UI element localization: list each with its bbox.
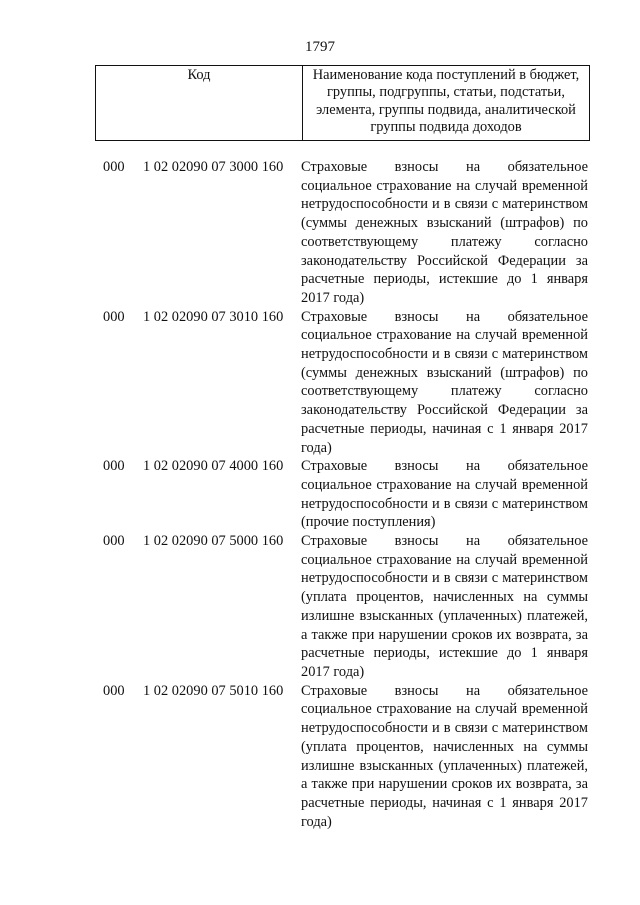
revenue-code: 1 02 02090 07 5010 160: [143, 682, 284, 699]
revenue-code: 1 02 02090 07 3000 160: [143, 159, 284, 175]
revenue-name: Страховые взносы на обязательное социальное страхование на случай временной нетрудоспособности и в связи с материнством (уплата процентов, начисленных на суммы излишне взысканных (уплаченных) платежей, а также при нарушении сроков их возврата, за расчетные периоды, начиная с 1 января 2017 года): [301, 682, 588, 830]
revenue-code: 1 02 02090 07 5000 160: [143, 533, 284, 550]
admin-code: 000: [103, 159, 125, 175]
revenue-name: Страховые взносы на обязательное социальное страхование на случай временной нетрудоспособности и в связи с материнством (уплата процентов, начисленных на суммы излишне взысканных (уплаченных) платежей, а также при нарушении сроков их возврата, за расчетные периоды, истекшие до 1 января 2017 года): [301, 533, 588, 680]
list-item: [0, 308, 640, 458]
page-number: 1797: [305, 39, 335, 55]
list-item: [0, 532, 640, 682]
admin-code: 000: [103, 682, 125, 699]
revenue-code: 1 02 02090 07 4000 160: [143, 458, 284, 475]
admin-code: 000: [103, 458, 125, 475]
admin-code: 000: [103, 533, 125, 550]
revenue-code: 1 02 02090 07 3010 160: [143, 308, 284, 325]
header-table: [95, 65, 590, 141]
revenue-name: Страховые взносы на обязательное социальное страхование на случай временной нетрудоспособности и в связи с материнством (суммы денежных взысканий (штрафов) по соответствующему платежу согласно законодательству Российской Федерации за расчетные периоды, начиная с 1 января 2017 года): [301, 308, 588, 456]
list-item: [0, 682, 640, 832]
list-item: [0, 457, 640, 532]
header-code: Код: [96, 66, 303, 141]
header-name: Наименование кода поступлений в бюджет, группы, подгруппы, статьи, подстатьи, элемента, группы подвида, аналитической группы подвида доходов: [303, 66, 590, 141]
admin-code: 000: [103, 308, 125, 325]
header-row: [96, 66, 590, 141]
revenue-name: Страховые взносы на обязательное социальное страхование на случай временной нетрудоспособности и в связи с материнством (суммы денежных взысканий (штрафов) по соответствующему платежу согласно законодательству Российской Федерации за расчетные периоды, истекшие до 1 января 2017 года): [301, 159, 588, 306]
revenue-codes-list: [0, 158, 640, 831]
revenue-name: Страховые взносы на обязательное социальное страхование на случай временной нетрудоспособности и в связи с материнством (прочие поступления): [301, 458, 588, 531]
list-item: [0, 158, 640, 308]
